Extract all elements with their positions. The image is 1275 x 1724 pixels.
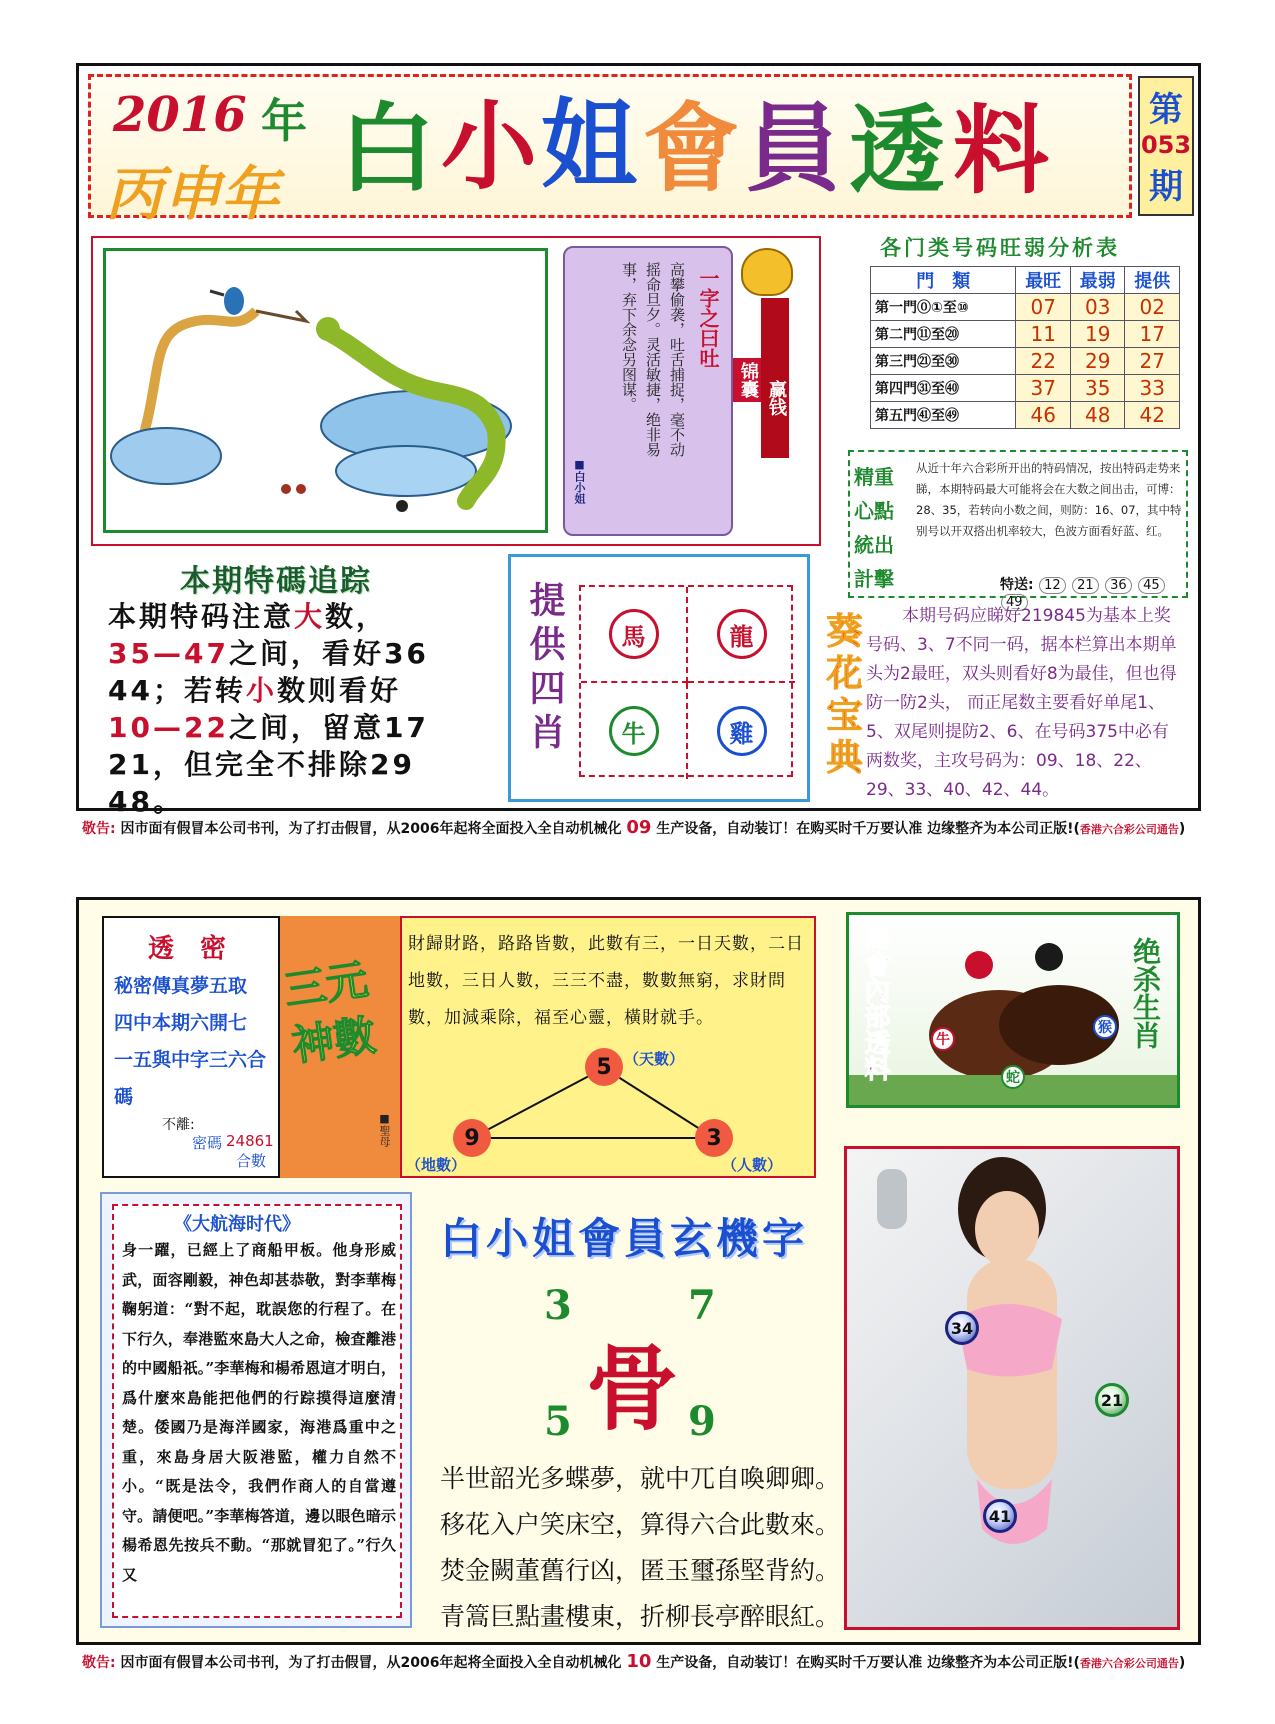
issue-suffix: 期 [1149,167,1183,207]
zodiac-animal: 雞 [717,706,767,756]
not-leave-num: 24861 [226,1132,274,1150]
horse-tag: 牛 [931,1027,955,1051]
notice-label: 敬告: [82,1655,116,1671]
row-label: 第一門⓪①至⑩ [871,294,1016,321]
special-label: 特送: [1000,577,1034,593]
row-label: 第三門㉑至㉚ [871,348,1016,375]
cell-min: 48 [1070,402,1125,429]
cell-max: 37 [1016,375,1071,402]
issue-prefix: 第 [1149,90,1183,130]
notice-close: ) [1178,821,1186,837]
tracking-text: 之间，看好36 [228,637,429,670]
earth-number: 9 [453,1119,491,1157]
focus-text: 从近十年六合彩所开出的特码情况，按出特码走势来睇，本期特码最大可能将会在大数之间出击，可博：28、35，若转向小数之间，则防：16、07，其中特别号以开双搭出机率较大，色波方面看好蓝、红。 [916,461,1182,538]
tracking-range: 35—47 [108,637,229,670]
tracking-line-5: 21，但完全不排除29 [108,748,415,781]
story-text: 身一躍，已經上了商船甲板。他身形威武，面容剛毅，神色却甚恭敬，對李華梅鞠躬道：“對不起，耽誤您的行程了。在下行久，奉港監來島大人之命，檢査離港的中國船祇。”李華梅和楊希恩這才明白，爲什麼來島能把他們的行踪摸得這麼清楚。倭國乃是海洋國家，海港爲重中之重，來島身居大阪港監，權力自然不小。“既是法令，我們作商人的自當遵守。請便吧。”李華梅答道，邊以眼色暗示楊希恩先按兵不動。“那就冒犯了。”行久又 [122,1241,396,1584]
issue-number: 053 [1140,131,1192,159]
tracking-body [108,598,508,820]
tracking-text: 本期特码注意 [108,600,295,633]
title-char-2: 小 [441,90,537,203]
header-ganzhi: 丙申年 [105,160,280,228]
number-ball: 34 [945,1311,979,1345]
money-bag-icon [741,248,793,296]
title-char-3: 姐 [541,88,637,201]
sanyuan-text: 財歸財路，路路皆數，此數有三，一日天數，二日地數，三日人數，三三不盡，數數無窮，求財問數，加減乘除，福至心靈，橫財就手。 [408,934,804,1028]
zodiac-cell [581,587,688,683]
special-num: 49 [1001,594,1028,611]
lizard-illustration [103,248,548,533]
cell-offer: 27 [1125,348,1180,375]
row-label: 第四門㉛至㊵ [871,375,1016,402]
row-label: 第二門⑪至⑳ [871,321,1016,348]
cell-max: 11 [1016,321,1071,348]
table-row [871,321,1180,348]
focus-box [848,450,1188,610]
title-char-5: 員 [745,92,841,205]
tail-table-title: 各门类号码旺弱分析表 [880,235,1120,260]
secret-title: 透 密 [148,934,227,964]
scroll-heading: 一字之曰吐 [696,268,720,368]
focus-side-1: 精重 [854,465,894,489]
header-banner [88,74,1132,228]
tracking-line-3 [108,672,508,709]
secret-line: 碼 [114,1086,134,1108]
notice-tail: 香港六合彩公司通告 [1079,823,1179,836]
page-number: 10 [626,1651,652,1672]
zodiac-cell [581,683,688,779]
scroll-poem: 高攀偷袭，吐舌捕捉，毫不动摇命旦夕。灵活敏捷，绝非易事，弃下余念另图谋。 [620,262,686,457]
human-label: （人數） [722,1156,783,1174]
mystic-num-tl: 3 [544,1282,572,1329]
tracking-text: 之间，留意17 [228,711,429,744]
zodiac-side: 提供四肖 [524,581,565,757]
notice-text: 因市面有假冒本公司书刊，为了打击假冒，从2006年起将全面投入全自动机械化 [120,821,622,837]
focus-side-2: 心點 [854,499,894,523]
poem-line: 移花入户笑床空，算得六合此數來。 [440,1510,841,1539]
scroll [563,246,733,536]
tracking-text: 数则看好 [276,674,401,707]
tracking-big: 大 [294,600,326,633]
mystic-num-bl: 5 [544,1398,572,1445]
secret-line: 一五與中字三六合 [114,1049,267,1071]
issue-box [1138,76,1194,216]
number-ball: 21 [1095,1383,1129,1417]
title-char-7: 料 [953,94,1049,207]
zodiac-cell [688,683,795,779]
model-photo [844,1146,1180,1630]
header-year-suffix: 年 [261,94,307,148]
header-year: 2016 [113,87,247,143]
notice-close: ) [1178,1655,1186,1671]
cell-min: 29 [1070,348,1125,375]
cell-max: 07 [1016,294,1071,321]
mystic-poem [440,1456,840,1640]
not-leave-label: 不離: [162,1117,195,1133]
zodiac-animal: 牛 [609,706,659,756]
col-header: 最弱 [1070,267,1125,294]
cell-offer: 02 [1125,294,1180,321]
secret-line: 四中本期六開七 [114,1012,248,1034]
special-num: 36 [1105,577,1132,594]
secret-line: 秘密傳真夢五取 [114,975,248,997]
table-row [871,294,1180,321]
cell-min: 03 [1070,294,1125,321]
horse-tag: 蛇 [1001,1065,1025,1089]
tail-table-header [871,267,1180,294]
poem-line: 青篙巨點畫樓東，折柳長亭醉眼紅。 [440,1602,841,1631]
zodiac-animal: 龍 [717,609,767,659]
tracking-text: 44；若转 [108,674,246,707]
tracking-title: 本期特碼追踪 [180,564,372,599]
zodiac-grid [579,585,793,777]
cell-min: 19 [1070,321,1125,348]
horse-tag: 猴 [1093,1015,1117,1039]
col-header: 提供 [1125,267,1180,294]
poem-line: 半世韶光多蝶夢，就中兀自喚卿卿。 [440,1464,841,1493]
story-box [100,1192,412,1628]
cell-offer: 42 [1125,402,1180,429]
earth-label: （地數） [406,1156,467,1174]
table-row [871,402,1180,429]
bag-label: 锦囊 [733,358,763,402]
sanyuan-side-panel [280,916,400,1178]
tail-table-wrap [870,266,1180,429]
focus-side [854,460,910,596]
horse-panel [846,912,1180,1108]
sunflower-text: 本期号码应睇好219845为基本上奖号码、3、7不同一码，据本栏算出本期单头为2最旺，双头则看好8为最佳，但也得防一防2头， 而正尾数主要看好单尾1、5、双尾则提防2、6、在号码375中必有两数奖，主攻号码为：09、18、22、29、33、40、42、44。 [866,606,1177,800]
special-num: 21 [1072,577,1099,594]
model-figure [847,1149,1180,1630]
col-header: 門 類 [871,267,1016,294]
illustration-panel [91,236,821,546]
notice-tail: 香港六合彩公司通告 [1079,1657,1179,1670]
mystic-char: 骨 [586,1335,679,1443]
table-row [871,348,1180,375]
story-inner [112,1204,402,1618]
notice-bar-1 [82,817,1198,838]
sanyuan-title: 三元神數 [281,954,379,1071]
notice-text: 生产设备，自动装订！在购买时千万要认准 边缘整齐为本公司正版!( [656,821,1080,837]
heaven-number: 5 [585,1048,623,1086]
mystic-num-br: 9 [688,1398,716,1445]
special-num: 45 [1138,577,1165,594]
sanyuan-panel [400,916,816,1178]
special-num: 12 [1039,577,1066,594]
tracking-range: 10—22 [108,711,229,744]
bag-side-label: 赢钱 [761,298,789,458]
cell-max: 46 [1016,402,1071,429]
notice-bar-2 [82,1651,1198,1672]
focus-side-4: 計擊 [854,567,894,591]
page-number: 09 [626,817,652,838]
tracking-line-1 [108,598,508,635]
header-title [329,88,1129,211]
sanyuan-sign: ■聖母 [378,1112,391,1147]
focus-side-3: 統出 [854,533,894,557]
row-label: 第五門㊶至㊾ [871,402,1016,429]
tracking-text: 数， [325,600,388,633]
lizard-drawing [106,251,545,530]
cell-min: 35 [1070,375,1125,402]
zodiac-cell [688,587,795,683]
mystic-title: 白小姐會員玄機字 [440,1214,809,1263]
not-leave-a: 密碼 [192,1134,223,1152]
mystic-num-tr: 7 [688,1282,716,1329]
cell-max: 22 [1016,348,1071,375]
notice-text: 因市面有假冒本公司书刊，为了打击假冒，从2006年起将全面投入全自动机械化 [120,1655,622,1671]
tracking-line-6: 48。 [108,785,184,818]
notice-label: 敬告: [82,821,116,837]
col-header: 最旺 [1016,267,1071,294]
zodiac-animal: 馬 [609,609,659,659]
story-title: 《大航海时代》 [174,1214,300,1235]
tracking-small: 小 [245,674,277,707]
scroll-signature: ■白小姐 [573,458,586,504]
horse-right-title: 绝杀生肖 [1129,937,1162,1049]
poem-line: 焚金闕董舊行凶，匿玉璽孫堅背約。 [440,1556,841,1585]
tail-table [870,266,1180,429]
cell-offer: 33 [1125,375,1180,402]
zodiac-box [508,554,810,802]
tracking-line-4 [108,709,508,746]
title-char-4: 會 [643,92,739,205]
heaven-label: （天數） [624,1050,685,1068]
cell-offer: 17 [1125,321,1180,348]
notice-text: 生产设备，自动装订！在购买时千万要认准 边缘整齐为本公司正版!( [656,1655,1080,1671]
not-leave-b: 合數 [236,1152,267,1170]
title-char-6: 透 [849,94,945,207]
horse-left-title: 馬會內部透料 [860,925,890,1081]
table-row [871,375,1180,402]
sunflower-side: 葵花宝典 [821,612,862,780]
number-ball: 41 [983,1499,1017,1533]
tracking-line-2 [108,635,508,672]
title-char-1: 白 [339,92,435,205]
human-number: 3 [695,1119,733,1157]
secret-box [102,916,280,1178]
